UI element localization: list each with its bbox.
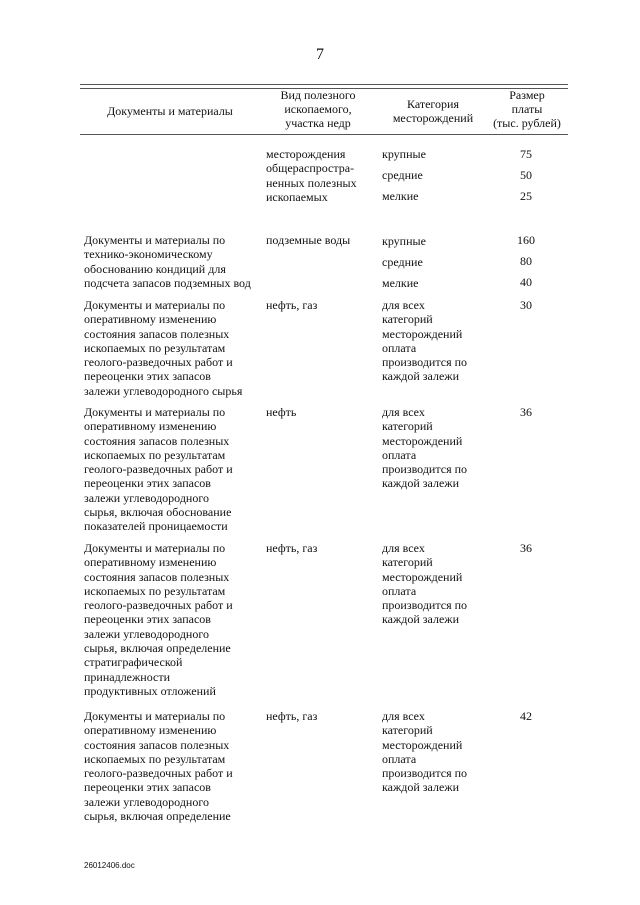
- row-0-mineral: месторождения общераспростра- ненных полезных ископаемых: [266, 147, 357, 204]
- row-0-category-0: крупные: [382, 147, 426, 161]
- row-0-fee-0: 75: [520, 147, 532, 161]
- row-4-document: Документы и материалы по оперативному изменению состояния запасов полезных ископаемых по результатам геолого-разведочных работ и переоценки этих запасов залежи углеводородного сырья, включая определение стратиграфической принадлежности продуктивных отложений: [84, 541, 233, 698]
- header-fee-size: Размер платы (тыс. рублей): [493, 88, 561, 130]
- row-0-category-1: средние: [382, 168, 423, 182]
- row-3-document: Документы и материалы по оперативному изменению состояния запасов полезных ископаемых по результатам геолого-разведочных работ и переоценки этих запасов залежи углеводородного сырья, включая обоснование показателей проницаемости: [84, 405, 233, 534]
- row-3-category: для всех категорий месторождений оплата производится по каждой залежи: [382, 405, 468, 491]
- row-1-fee-1: 80: [520, 254, 532, 268]
- row-1-category-1: средние: [382, 255, 423, 269]
- header-documents: Документы и материалы: [107, 104, 233, 118]
- header-bottom-rule: [80, 134, 568, 135]
- page-number: 7: [316, 46, 324, 63]
- row-0-fee-1: 50: [520, 168, 532, 182]
- table-top-rule: [80, 84, 568, 85]
- row-1-document: Документы и материалы по технико-экономическому обоснованию кондиций для подсчета запасов подземных вод: [84, 233, 251, 290]
- row-2-category: для всех категорий месторождений оплата производится по каждой залежи: [382, 298, 468, 384]
- row-2-mineral: нефть, газ: [266, 298, 318, 312]
- row-1-category-2: мелкие: [382, 276, 419, 290]
- row-5-fee: 42: [520, 709, 532, 723]
- row-2-document: Документы и материалы по оперативному изменению состояния запасов полезных ископаемых по результатам геолого-разведочных работ и переоценки этих запасов залежи углеводородного сырья: [84, 298, 243, 398]
- row-1-fee-0: 160: [517, 233, 535, 247]
- footer-filename: 26012406.doc: [84, 861, 135, 870]
- row-5-mineral: нефть, газ: [266, 709, 318, 723]
- row-0-category-2: мелкие: [382, 189, 419, 203]
- header-deposit-category: Категория месторождений: [392, 97, 474, 125]
- row-3-mineral: нефть: [266, 405, 297, 419]
- row-1-category-0: крупные: [382, 234, 426, 248]
- row-2-fee: 30: [520, 298, 532, 312]
- row-3-fee: 36: [520, 405, 532, 419]
- row-5-category: для всех категорий месторождений оплата производится по каждой залежи: [382, 709, 468, 795]
- header-mineral-type: Вид полезного ископаемого, участка недр: [280, 88, 356, 130]
- row-0-fee-2: 25: [520, 189, 532, 203]
- row-1-mineral: подземные воды: [266, 233, 351, 247]
- row-4-category: для всех категорий месторождений оплата производится по каждой залежи: [382, 541, 468, 627]
- row-4-mineral: нефть, газ: [266, 541, 318, 555]
- row-4-fee: 36: [520, 541, 532, 555]
- row-1-fee-2: 40: [520, 275, 532, 289]
- row-5-document: Документы и материалы по оперативному изменению состояния запасов полезных ископаемых по результатам геолого-разведочных работ и переоценки этих запасов залежи углеводородного сырья, включая определение: [84, 709, 233, 824]
